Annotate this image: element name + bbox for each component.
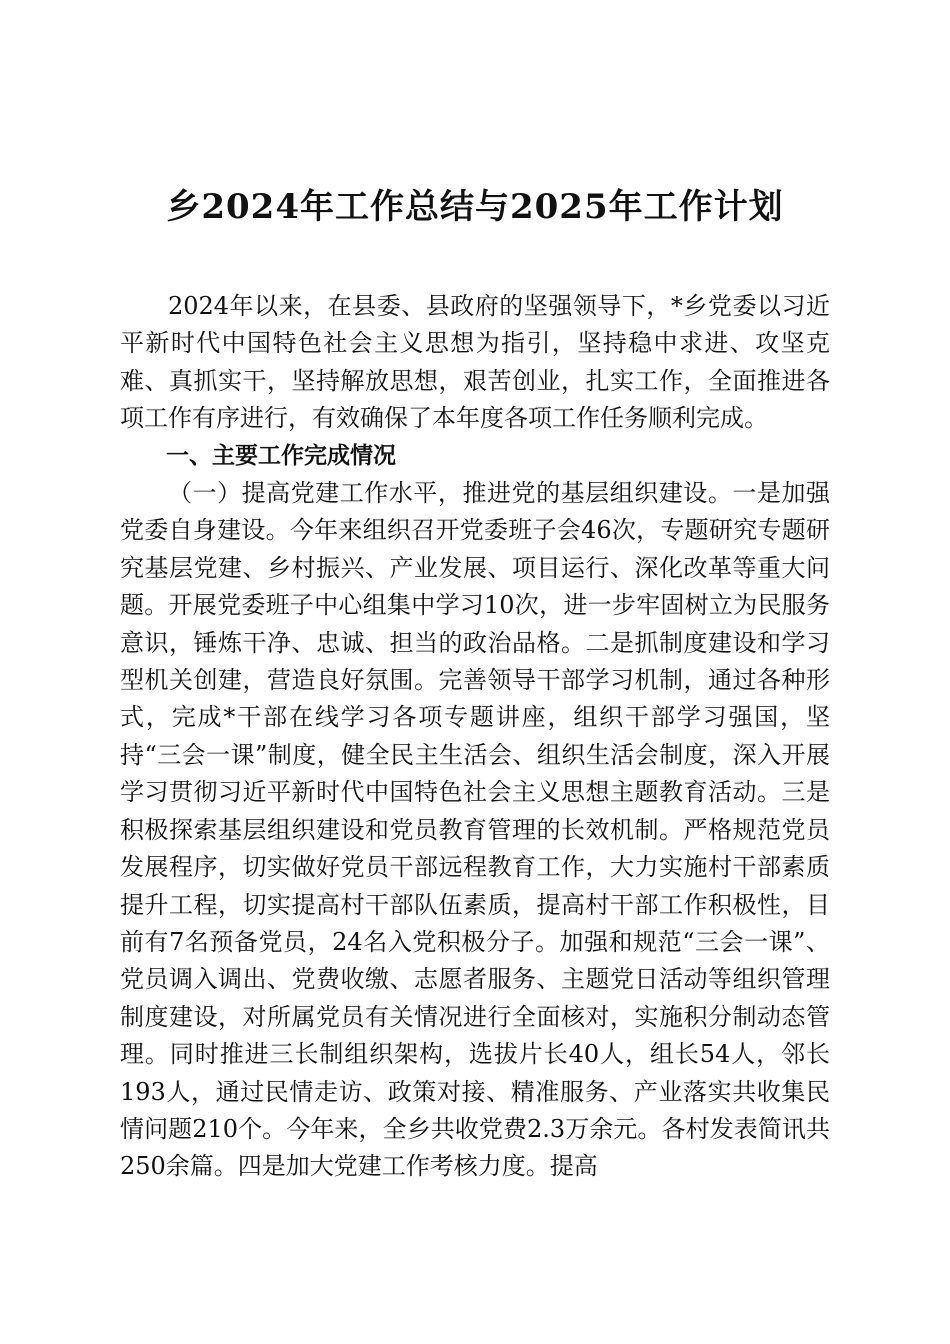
- document-title: 乡2024年工作总结与2025年工作计划: [166, 187, 784, 227]
- document-body: [120, 288, 830, 1186]
- section-heading: 一、主要工作完成情况: [166, 442, 396, 469]
- body-paragraph: （一）提高党建工作水平，推进党的基层组织建设。一是加强党委自身建设。今年来组织召开党委班子会46次，专题研究专题研究基层党建、乡村振兴、产业发展、项目运行、深化改革等重大问题。开展党委班子中心组集中学习10次，进一步牢固树立为民服务意识，锤炼干净、忠诚、担当的政治品格。二是抓制度建设和学习型机关创建，营造良好氛围。完善领导干部学习机制，通过各种形式，完成*干部在线学习各项专题讲座，组织干部学习强国，坚持“三会一课”制度，健全民主生活会、组织生活会制度，深入开展学习贯彻习近平新时代中国特色社会主义思想主题教育活动。三是积极探索基层组织建设和党员教育管理的长效机制。严格规范党员发展程序，切实做好党员干部远程教育工作，大力实施村干部素质提升工程，切实提高村干部队伍素质，提高村干部工作积极性，目前有7名预备党员，24名入党积极分子。加强和规范“三会一课”、党员调入调出、党费收缴、志愿者服务、主题党日活动等组织管理制度建设，对所属党员有关情况进行全面核对，实施积分制动态管理。同时推进三长制组织架构，选拔片长40人，组长54人，邻长193人，通过民情走访、政策对接、精准服务、产业落实共收集民情问题210个。今年来，全乡共收党费2.3万余元。各村发表简讯共250余篇。四是加大党建工作考核力度。提高: [120, 479, 830, 1181]
- intro-paragraph: 2024年以来，在县委、县政府的坚强领导下，*乡党委以习近平新时代中国特色社会主义思想为指引，坚持稳中求进、攻坚克难、真抓实干，坚持解放思想，艰苦创业，扎实工作，全面推进各项工作有序进行，有效确保了本年度各项工作任务顺利完成。: [120, 292, 830, 433]
